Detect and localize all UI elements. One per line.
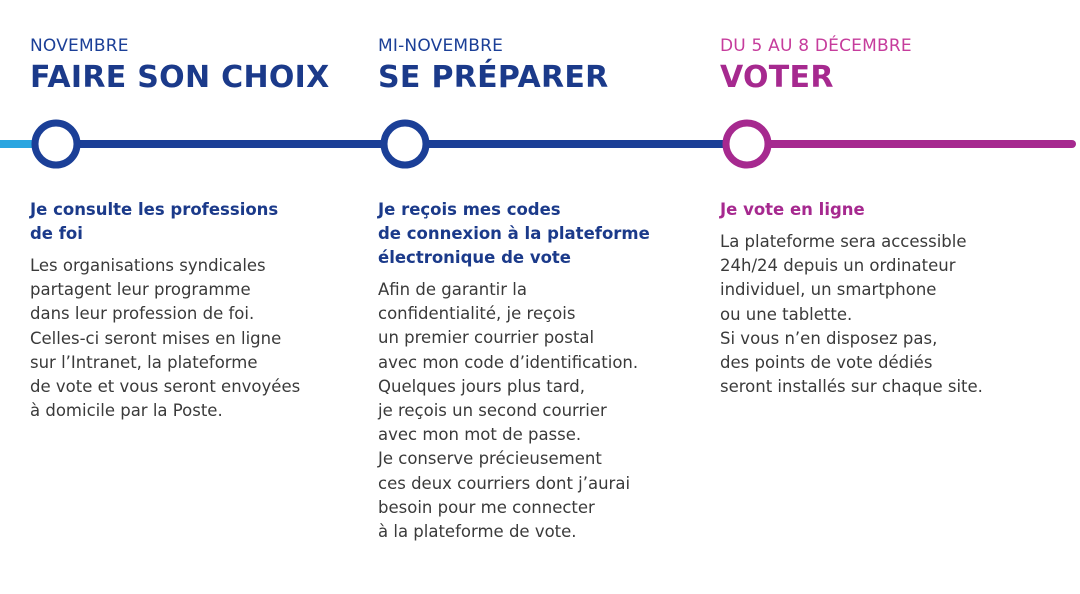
step-description: Afin de garantir la confidentialité, je reçois un premier courrier postal avec mon code d’identification. Quelques jours plus tard, je reçois un second courrier avec mon mot de passe. Je conserve précieusement ces deux courriers dont j’aurai besoin pour me connecter à la plateforme de vote. — [378, 280, 639, 542]
step-description: Les organisations syndicales partagent leur programme dans leur profession de foi. Celles-ci seront mises en ligne sur l’Intranet, la plateforme de vote et vous seront envoyées à domicile par la Poste. — [30, 256, 301, 421]
timeline-node-3 — [726, 123, 768, 165]
step-heading: Je vote en ligne — [720, 200, 865, 219]
step-period: DU 5 AU 8 DÉCEMBRE — [720, 36, 912, 56]
step-heading: Je reçois mes codes de connexion à la plateforme électronique de vote — [378, 200, 650, 267]
step-period: MI-NOVEMBRE — [378, 36, 504, 56]
step-title: FAIRE SON CHOIX — [30, 60, 330, 95]
timeline-node-2 — [384, 123, 426, 165]
timeline-segment-magenta — [732, 140, 1076, 148]
timeline-segment-start — [0, 140, 32, 148]
step-title: SE PRÉPARER — [378, 60, 609, 95]
timeline-node-1 — [35, 123, 77, 165]
step-title: VOTER — [720, 60, 834, 95]
step-period: NOVEMBRE — [30, 36, 129, 56]
step-heading: Je consulte les professions de foi — [30, 200, 279, 243]
step-description: La plateforme sera accessible 24h/24 depuis un ordinateur individuel, un smartphone ou une tablette. Si vous n’en disposez pas, des points de vote dédiés seront installés sur chaque site. — [720, 232, 983, 397]
